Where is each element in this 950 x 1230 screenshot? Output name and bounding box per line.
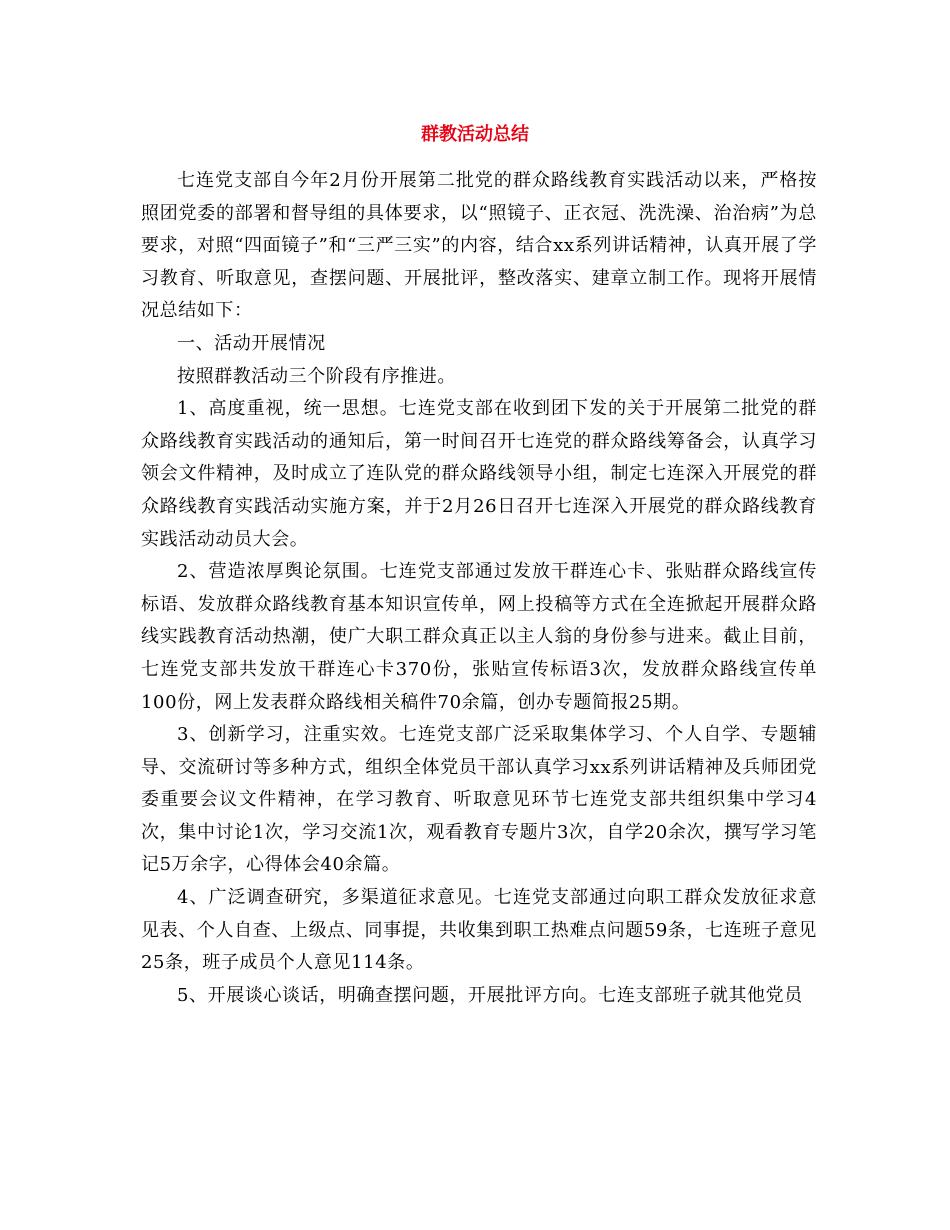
document-title: 群教活动总结 [421,124,529,145]
body-paragraph: 4、广泛调查研究，多渠道征求意见。七连党支部通过向职工群众发放征求意见表、个人自查、上级点、同事提，共收集到职工热难点问题59条，七连班子意见25条，班子成员个人意见114条。 [141,887,817,974]
body-paragraph: 2、营造浓厚舆论氛围。七连党支部通过发放干群连心卡、张贴群众路线宣传标语、发放群众路线教育基本知识宣传单，网上投稿等方式在全连掀起开展群众路线实践教育活动热潮，使广大职工群众真正以主人翁的身份参与进来。截止目前，七连党支部共发放干群连心卡370份，张贴宣传标语3次，发放群众路线宣传单100份，网上发表群众路线相关稿件70余篇，创办专题简报25期。 [141,561,817,713]
body-paragraph: 1、高度重视，统一思想。七连党支部在收到团下发的关于开展第二批党的群众路线教育实践活动的通知后，第一时间召开七连党的群众路线筹备会，认真学习领会文件精神，及时成立了连队党的群众路线领导小组，制定七连深入开展党的群众路线教育实践活动实施方案，并于2月26日召开七连深入开展党的群众路线教育实践活动动员大会。 [141,398,817,550]
section-heading: 一、活动开展情况 [177,332,326,354]
intro-paragraph: 七连党支部自今年2月份开展第二批党的群众路线教育实践活动以来，严格按照团党委的部署和督导组的具体要求，以“照镜子、正衣冠、洗洗澡、治治病”为总要求，对照“四面镜子”和“三严三实”的内容，结合xx系列讲话精神，认真开展了学习教育、听取意见，查摆问题、开展批评，整改落实、建章立制工作。现将开展情况总结如下： [141,170,817,322]
body-paragraph: 3、创新学习，注重实效。七连党支部广泛采取集体学习、个人自学、专题辅导、交流研讨等多种方式，组织全体党员干部认真学习xx系列讲话精神及兵师团党委重要会议文件精神，在学习教育、听取意见环节七连党支部共组织集中学习4次，集中讨论1次，学习交流1次，观看教育专题片3次，自学20余次，撰写学习笔记5万余字，心得体会40余篇。 [141,724,817,876]
body-paragraph: 按照群教活动三个阶段有序推进。 [177,365,456,387]
document-body [141,165,817,1012]
body-paragraph: 5、开展谈心谈话，明确查摆问题，开展批评方向。七连支部班子就其他党员 [177,984,803,1006]
